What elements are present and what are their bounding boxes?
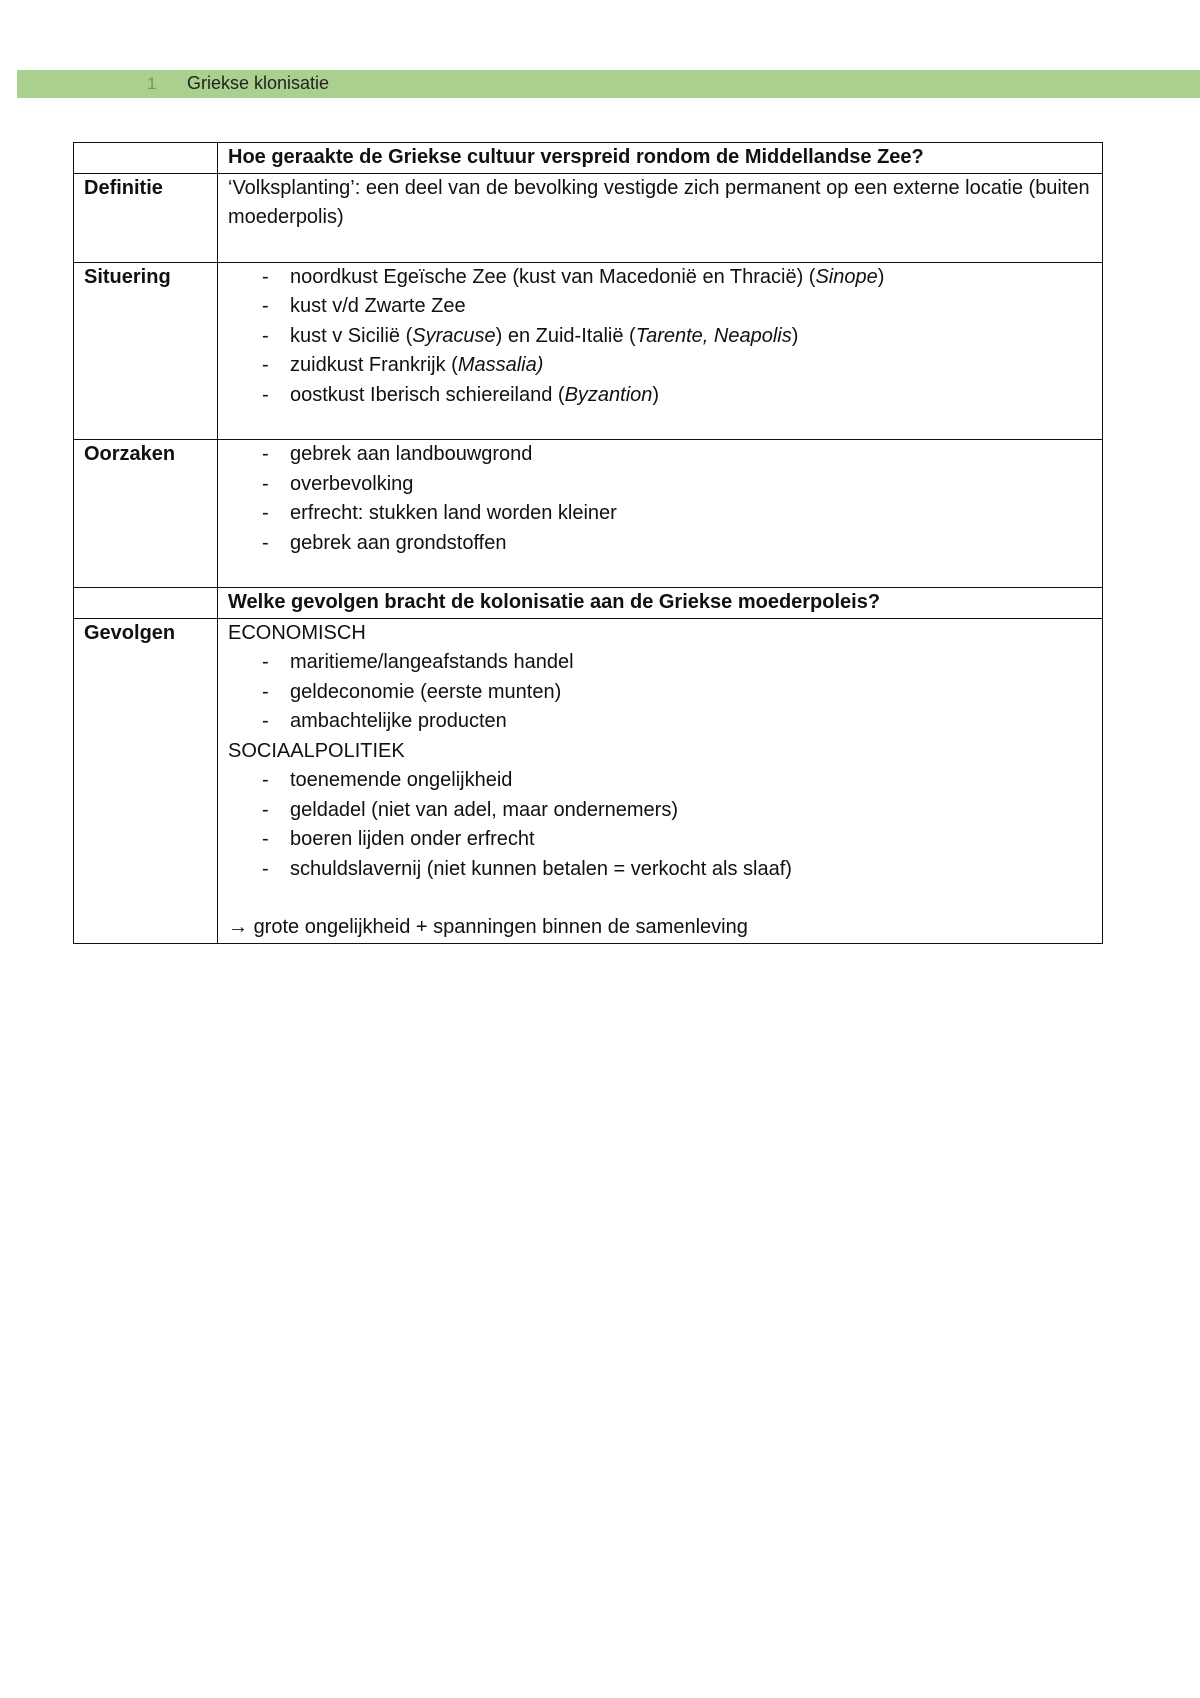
table-row (74, 588, 1103, 619)
table-row (74, 173, 1103, 262)
row-label-situering: Situering (74, 262, 218, 440)
list-item: - maritieme/langeafstands handel (290, 648, 1092, 678)
row-label-definitie: Definitie (74, 173, 218, 262)
list-item: - ambachtelijke producten (290, 707, 1092, 737)
economisch-list (228, 648, 1092, 737)
list-item: - boeren lijden onder erfrecht (290, 825, 1092, 855)
list-item: - kust v Sicilië (Syracuse) en Zuid-Italië (Tarente, Neapolis) (290, 322, 1092, 352)
definitie-text: ‘Volksplanting’: een deel van de bevolking vestigde zich permanent op een externe locatie (buiten moederpolis) (218, 173, 1103, 262)
gevolgen-cell (218, 618, 1103, 943)
list-item: - gebrek aan landbouwgrond (290, 440, 1092, 470)
list-item: - kust v/d Zwarte Zee (290, 292, 1092, 322)
list-item: - overbevolking (290, 470, 1092, 500)
section-heading-bar (17, 70, 1200, 98)
oorzaken-list (228, 440, 1092, 558)
empty-label-cell (74, 588, 218, 619)
table-row (74, 618, 1103, 943)
notes-table (73, 142, 1103, 944)
row-label-gevolgen: Gevolgen (74, 618, 218, 943)
list-item: - erfrecht: stukken land worden kleiner (290, 499, 1092, 529)
oorzaken-cell (218, 440, 1103, 588)
question-2: Welke gevolgen bracht de kolonisatie aan de Griekse moederpoleis? (218, 588, 1103, 619)
question-1: Hoe geraakte de Griekse cultuur verspreid rondom de Middellandse Zee? (218, 143, 1103, 174)
list-item: - schuldslavernij (niet kunnen betalen = verkocht als slaaf) (290, 855, 1092, 885)
sociaal-list (228, 766, 1092, 884)
subheading-sociaalpolitiek: SOCIAALPOLITIEK (228, 739, 405, 762)
list-item: - gebrek aan grondstoffen (290, 529, 1092, 559)
list-item: - toenemende ongelijkheid (290, 766, 1092, 796)
section-title: Griekse klonisatie (187, 73, 330, 93)
conclusion-line (228, 913, 1092, 943)
row-label-oorzaken: Oorzaken (74, 440, 218, 588)
list-item: - noordkust Egeïsche Zee (kust van Macedonië en Thracië) (Sinope) (290, 263, 1092, 293)
list-item: - zuidkust Frankrijk (Massalia) (290, 351, 1092, 381)
table-row (74, 262, 1103, 440)
list-item: - geldeconomie (eerste munten) (290, 678, 1092, 708)
situering-cell (218, 262, 1103, 440)
list-item: - oostkust Iberisch schiereiland (Byzantion) (290, 381, 1092, 411)
arrow-right-icon: → (228, 916, 248, 938)
list-item: - geldadel (niet van adel, maar ondernemers) (290, 796, 1092, 826)
conclusion-text: grote ongelijkheid + spanningen binnen de samenleving (253, 916, 748, 938)
empty-label-cell (74, 143, 218, 174)
table-row (74, 143, 1103, 174)
table-row (74, 440, 1103, 588)
section-number: 1 (147, 74, 157, 93)
situering-list (228, 263, 1092, 411)
subheading-economisch: ECONOMISCH (228, 621, 366, 644)
